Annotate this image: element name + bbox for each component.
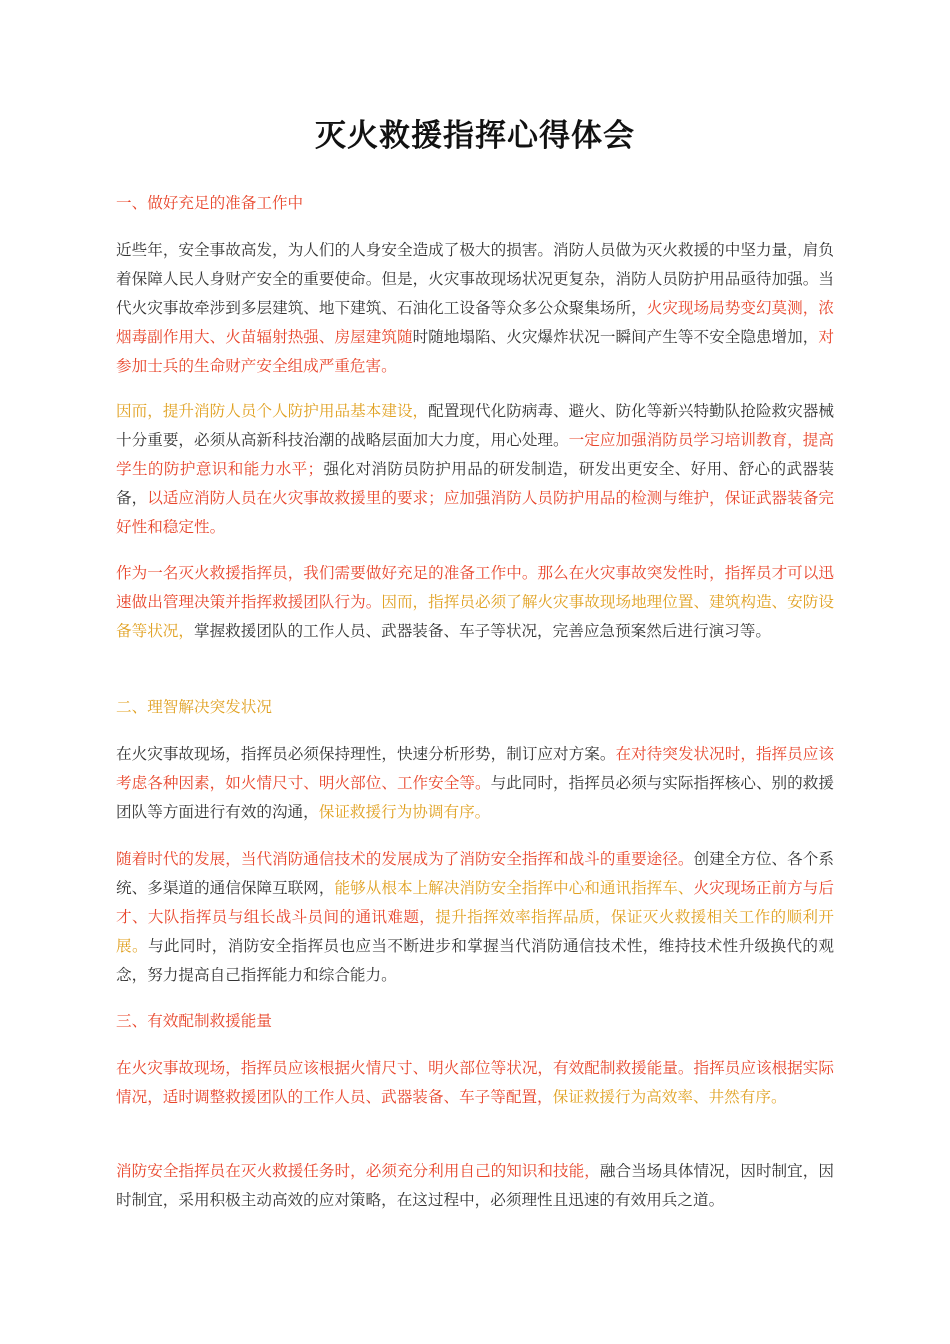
paragraph-5 (116, 845, 834, 990)
text-run: 近些年，安全事故高发，为人们的人身安全造成了极大的损害。消防人员做为灭火救援的中坚力量，肩负着保障人民人身财产安全的重要使命。但是，火灾事故现场状况更复杂，消防人员防护用品亟待加强。当代火灾事故牵涉到多层建筑、地下建筑、石油化工设备等众多公众聚集场所， (116, 241, 834, 317)
text-run: 因而，提升消防人员个人防护用品基本建设， (116, 402, 429, 420)
text-run: 与此同时，指挥员必须与实际指挥核心、别的救援团队等方面进行有效的沟通， (116, 774, 834, 821)
text-run: 一定应加强消防员学习培训教育，提高学生的防护意识和能力水平； (116, 431, 834, 478)
text-run: 以适应消防人员在火灾事故救援里的要求；应加强消防人员防护用品的检测与维护，保证武器装备完好性和稳定性。 (116, 489, 834, 536)
section-heading-3: 三、有效配制救援能量 (116, 1012, 272, 1030)
text-run: 融合当场具体情况，因时制宜，因时制宜，采用积极主动高效的应对策略，在这过程中，必须理性且迅速的有效用兵之道。 (116, 1162, 834, 1209)
paragraph-3 (116, 559, 834, 646)
text-run: 在火灾事故现场，指挥员应该根据火情尺寸、明火部位等状况，有效配制救援能量。指挥员应该根据实际情况，适时调整救援团队的工作人员、武器装备、车子等配置， (116, 1059, 834, 1106)
text-run: 与此同时，消防安全指挥员也应当不断进步和掌握当代消防通信技术性，维持技术性升级换代的观念，努力提高自己指挥能力和综合能力。 (116, 937, 834, 984)
page-title: 灭火救援指挥心得体会 (315, 118, 635, 154)
paragraph-6 (116, 1054, 834, 1112)
text-run: 因而，指挥员必须了解火灾事故现场地理位置、建筑构造、安防设备等状况， (116, 593, 834, 640)
text-run: 在对待突发状况时，指挥员应该考虑各种因素，如火情尺寸、明火部位、工作安全等。 (116, 745, 834, 792)
paragraph-4 (116, 740, 834, 827)
text-run: 保证救援行为高效率、井然有序。 (552, 1088, 787, 1106)
text-run: 消防安全指挥员在灭火救援任务时，必须充分利用自己的知识和技能， (116, 1162, 600, 1180)
paragraph-1 (116, 236, 834, 381)
text-run: 在火灾事故现场，指挥员必须保持理性，快速分析形势，制订应对方案。 (116, 745, 616, 763)
text-run: 能够从根本上解决消防安全指挥中心和通讯指挥车、 (334, 879, 694, 897)
section-heading-2: 二、理智解决突发状况 (116, 698, 272, 716)
text-run: 火灾现场局势变幻莫测，浓烟毒副作用大、火苗辐射热强、房屋建筑随 (116, 299, 834, 346)
paragraph-7 (116, 1157, 834, 1215)
text-run: 保证救援行为协调有序。 (318, 803, 491, 821)
text-run: 火灾现场正前方与后才、大队指挥员与组长战斗员间的通讯难题， (116, 879, 834, 926)
paragraph-2 (116, 397, 834, 542)
text-run: 随着时代的发展，当代消防通信技术的发展成为了消防安全指挥和战斗的重要途径。 (116, 850, 694, 868)
text-run: 时随地塌陷、火灾爆炸状况一瞬间产生等不安全隐患增加， (412, 328, 819, 346)
section-heading-1: 一、做好充足的准备工作中 (116, 194, 304, 212)
text-run: 对参加士兵的生命财产安全组成严重危害。 (116, 328, 834, 375)
text-run: 强化对消防员防护用品的研发制造，研发出更安全、好用、舒心的武器装备， (116, 460, 834, 507)
text-run: 创建全方位、各个系统、多渠道的通信保障互联网， (116, 850, 834, 897)
text-run: 提升指挥效率指挥品质，保证灭火救援相关工作的顺利开展。 (116, 908, 834, 955)
text-run: 掌握救援团队的工作人员、武器装备、车子等状况，完善应急预案然后进行演习等。 (193, 622, 771, 640)
text-run: 作为一名灭火救援指挥员，我们需要做好充足的准备工作中。那么在火灾事故突发性时，指挥员才可以迅速做出管理决策并指挥救援团队行为。 (116, 564, 834, 611)
text-run: 配置现代化防病毒、避火、防化等新兴特勤队抢险救灾器械十分重要，必须从高新科技治潮的战略层面加大力度，用心处理。 (116, 402, 834, 449)
